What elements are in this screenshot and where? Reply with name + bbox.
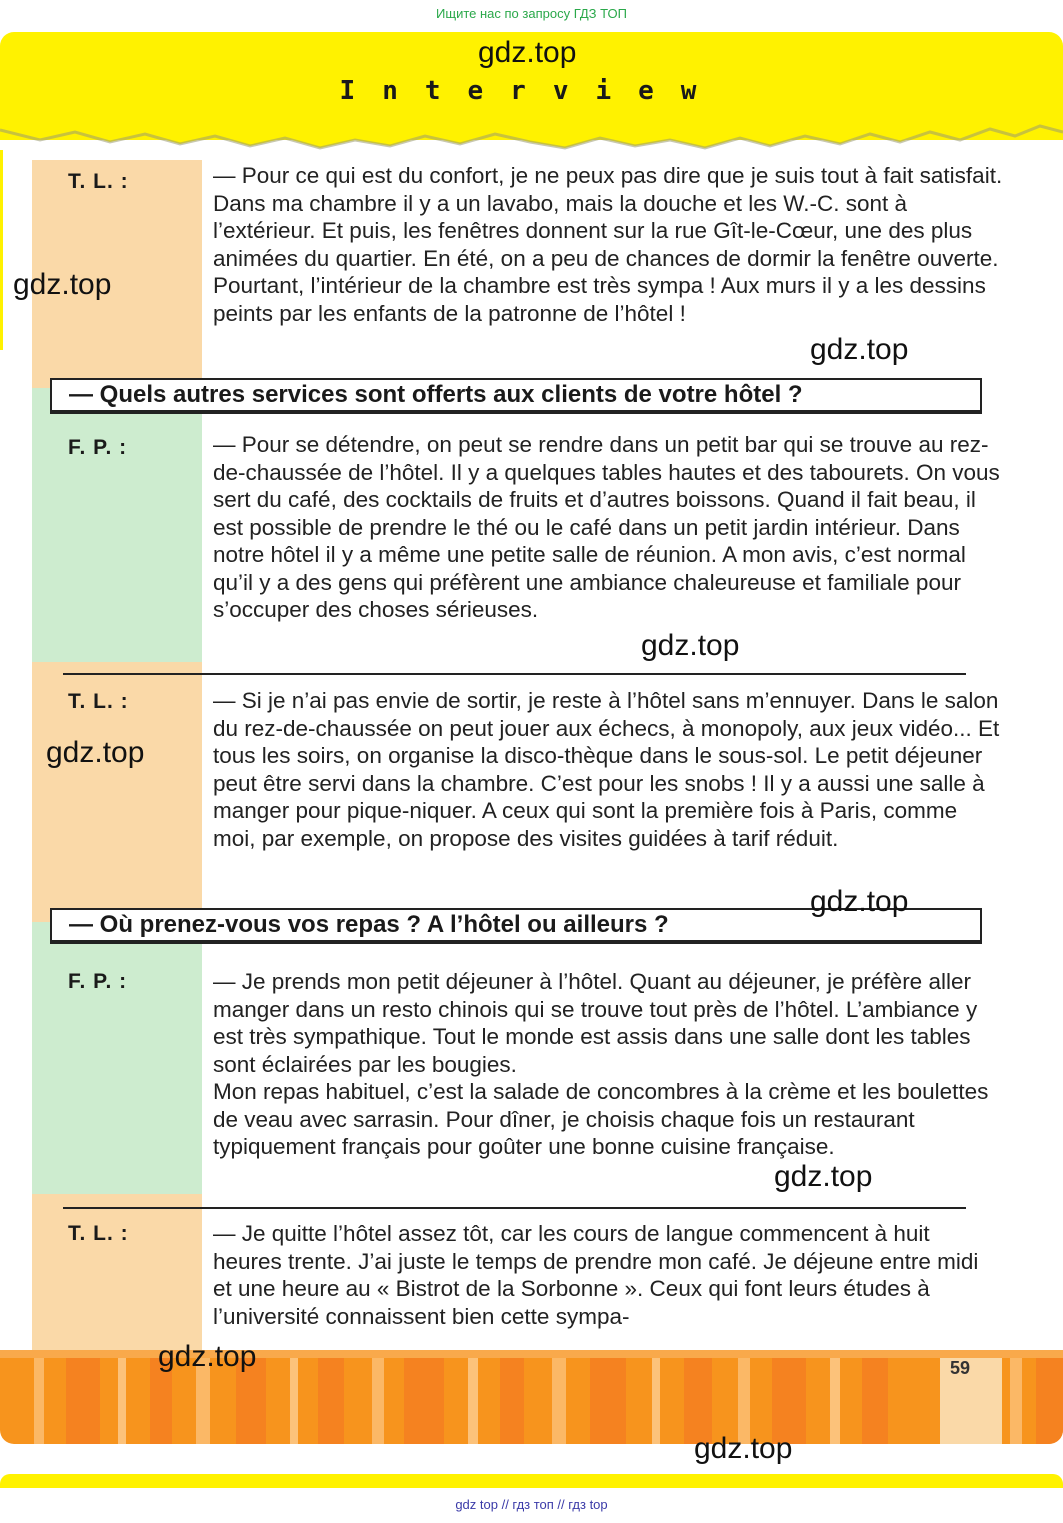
speaker-label: T. L. : [68,690,129,713]
watermark: gdz.top [810,885,909,918]
answer-text: — Pour ce qui est du confort, je ne peux pas dire que je suis tout à fait satisfait. Dans ma chambre il y a un lavabo, mais la douche et les W.-C. sont à l’extérieur. Et puis, les fenêtres donnent sur la rue Gît-le-Cœur, une des plus animées du quartier. En été, on a peu de chances de dormir la fenêtre ouverte. Pourtant, l’intérieur de la chambre est très sympa ! Aux murs il y a les dessins peints par les enfants de la patronne de l’hôtel ! [213,163,1003,326]
question-text: — Quels autres services sont offerts aux clients de votre hôtel ? [69,381,803,408]
watermark: gdz.top [478,36,577,69]
watermark: gdz.top [641,629,740,662]
speaker-label: T. L. : [68,1222,129,1245]
watermark: gdz.top [810,333,909,366]
speaker-label: F. P. : [68,436,128,459]
torn-paper-edge [0,96,1063,166]
top-note: Ищите нас по запросу ГДЗ ТОП [436,6,627,21]
watermark: gdz.top [774,1160,873,1193]
divider [63,1207,966,1209]
speaker-column-fp [32,388,202,662]
speaker-column-fp [32,922,202,1194]
bottom-band [0,1474,1063,1488]
watermark: gdz.top [46,736,145,769]
speaker-label: F. P. : [68,970,128,993]
speaker-label: T. L. : [68,170,129,193]
speaker-column-tl [32,1194,202,1354]
page-number: 59 [950,1358,971,1378]
page-title: Interview [339,76,724,106]
side-edge [0,150,3,350]
question-text: — Où prenez-vous vos repas ? A l’hôtel ou ailleurs ? [69,911,669,938]
watermark: gdz.top [694,1432,793,1465]
answer-text: — Pour se détendre, on peut se rendre dans un petit bar qui se trouve au rez-de-chaussée de l’hôtel. Il y a quelques tables hautes et des tabourets. On vous sert du café, des cocktails de fruits et d’autres boissons. Quand il fait beau, il est possible de prendre le thé ou le café dans un petit jardin intérieur. Dans notre hôtel il y a même une petite salle de réunion. A mon avis, c’est normal qu’il y a des gens qui préfèrent une ambiance chaleureuse et familiale pour s’occuper des choses sérieuses. [213,432,1000,622]
answer-text [213,968,1003,1161]
answer-text: — Si je n’ai pas envie de sortir, je reste à l’hôtel sans m’ennuyer. Dans le salon du rez-de-chaussée on peut jouer aux échecs, à monopoly, aux jeux vidéo... Et tous les soirs, on organise la disco-thèque dans le sous-sol. Le petit déjeuner peut être servi dans la chambre. C’est pour les snobs ! Il y a aussi une salle à manger pour pique-niquer. A ceux qui sont la première fois à Paris, comme moi, par exemple, on propose des visites guidées à tarif réduit. [213,688,1000,851]
answer-text: — Je quitte l’hôtel assez tôt, car les cours de langue commencent à huit heures trente. J’ai juste le temps de prendre mon café. Je déjeune entre midi et une heure au « Bistrot de la Sorbonne ». Ceux qui font leurs études à l’université connaissent bien cette sympa- [213,1221,979,1329]
question-box [50,378,982,414]
watermark: gdz.top [158,1340,257,1373]
watermark: gdz.top [13,268,112,301]
bottom-note: gdz top // гдз топ // гдз top [455,1497,608,1512]
answer-text-part: Mon repas habituel, c’est la salade de concombres à la crème et les boulettes de veau avec sarrasin. Pour dîner, je choisis chaque fois un restaurant typiquement français pour goûter une bonne cuisine française. [213,1079,989,1159]
answer-text-part: — Je prends mon petit déjeuner à l’hôtel. Quant au déjeuner, je préfère aller manger dans un resto chinois qui se trouve tout près de l’hôtel. L’ambiance y est très sympathique. Tout le monde est assis dans une salle dont les tables sont éclairées par les bougies. [213,969,978,1077]
divider [63,673,966,675]
